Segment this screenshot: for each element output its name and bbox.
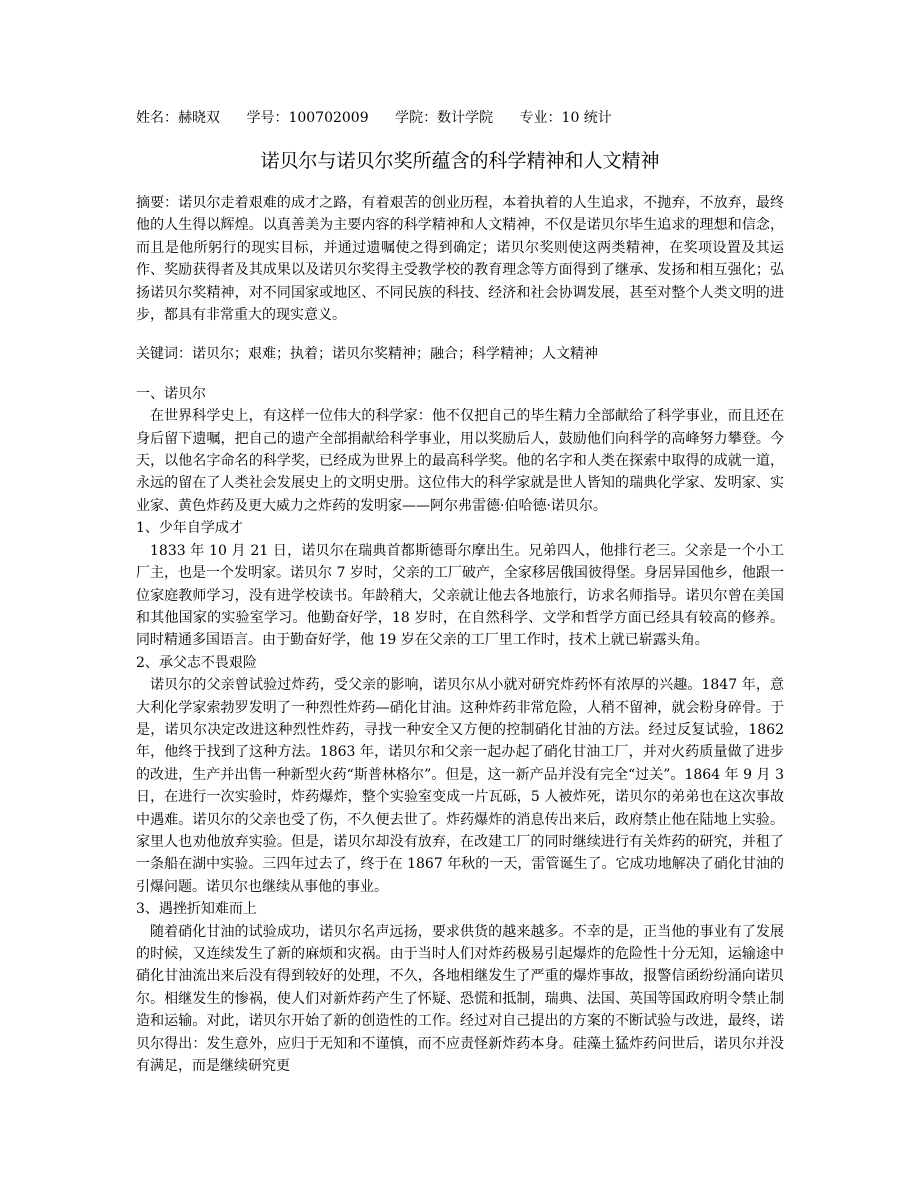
subsection-heading-youth: 1、少年自学成才: [136, 520, 243, 537]
section-intro-paragraph: 在世界科学史上，有这样一位伟大的科学家：他不仅把自己的毕生精力全部献给了科学事业，而且还在身后留下遗嘱，把自己的遗产全部捐献给科学事业，用以奖励后人，鼓励他们向科学的高峰努力攀登。今天，以他名字命名的科学奖，已经成为世界上的最高科学奖。他的名字和人类在探索中取得的成就一道，永远的留在了人类社会发展史上的文明史册。这位伟大的科学家就是世人皆知的瑞典化学家、发明家、实业家、黄色炸药及更大威力之炸药的发明家——阿尔弗雷德·伯哈德·诺贝尔。: [136, 408, 784, 514]
subsection-paragraph-setbacks: 随着硝化甘油的试验成功，诺贝尔名声远扬，要求供货的越来越多。不幸的是，正当他的事业有了发展的时候，又连续发生了新的麻烦和灾祸。由于当时人们对炸药极易引起爆炸的危险性十分无知，运输途中硝化甘油流出来后没有得到较好的处理，不久，各地相继发生了严重的爆炸事故，报警信函纷纷涌向诺贝尔。相继发生的惨祸，使人们对新炸药产生了怀疑、恐慌和抵制，瑞典、法国、英国等国政府明令禁止制造和运输。对此，诺贝尔开始了新的创造性的工作。经过对自己提出的方案的不断试验与改进，最终，诺贝尔得出：发生意外，应归于无知和不谨慎，而不应责怪新炸药本身。硅藻土猛炸药问世后，诺贝尔并没有满足，而是继续研究更: [136, 923, 784, 1075]
student-name: 姓名：赫晓双: [136, 110, 220, 126]
college: 学院：数计学院: [395, 110, 494, 126]
paper-title: 诺贝尔与诺贝尔奖所蕴含的科学精神和人文精神: [260, 150, 660, 172]
paper-body: [136, 192, 784, 1077]
author-info-line: [136, 108, 634, 128]
keywords: 关键词：诺贝尔；艰难；执着；诺贝尔奖精神；融合；科学精神；人文精神: [136, 346, 598, 363]
major: 专业：10 统计: [519, 110, 612, 126]
subsection-paragraph-youth: 1833 年 10 月 21 日，诺贝尔在瑞典首都斯德哥尔摩出生。兄弟四人，他排行老三。父亲是一个小工厂主，也是一个发明家。诺贝尔 7 岁时，父亲的工厂破产，全家移居俄国彼得堡。身居异国他乡，他跟一位家庭教师学习，没有进学校读书。年龄稍大，父亲就让他去各地旅行，访求名师指导。诺贝尔曾在美国和其他国家的实验室学习。他勤奋好学，18 岁时，在自然科学、文学和哲学方面已经具有较高的修养。同时精通多国语言。由于勤奋好学，他 19 岁在父亲的工厂里工作时，技术上就已崭露头角。: [136, 542, 784, 649]
subsection-heading-setbacks: 3、遇挫折知难而上: [136, 901, 257, 918]
abstract: 摘要：诺贝尔走着艰难的成才之路，有着艰苦的创业历程，本着执着的人生追求，不抛弃，不放弃，最终他的人生得以辉煌。以真善美为主要内容的科学精神和人文精神，不仅是诺贝尔毕生追求的理想和信念，而且是他所躬行的现实目标，并通过遗嘱使之得到确定；诺贝尔奖则使这两类精神，在奖项设置及其运作、奖励获得者及其成果以及诺贝尔奖得主受教学校的教育理念等方面得到了继承、发扬和相互强化；弘扬诺贝尔奖精神，对不同国家或地区、不同民族的科技、经济和社会协调发展，甚至对整个人类文明的进步，都具有非常重大的现实意义。: [136, 195, 784, 324]
student-id: 学号：100702009: [246, 110, 369, 126]
subsection-paragraph-father: 诺贝尔的父亲曾试验过炸药，受父亲的影响，诺贝尔从小就对研究炸药怀有浓厚的兴趣。1847 年，意大利化学家索勃罗发明了一种烈性炸药—硝化甘油。这种炸药非常危险，人稍不留神，就会粉身碎骨。于是，诺贝尔决定改进这种烈性炸药，寻找一种安全又方便的控制硝化甘油的方法。经过反复试验，1862 年，他终于找到了这种方法。1863 年，诺贝尔和父亲一起办起了硝化甘油工厂，并对火药质量做了进步的改进，生产并出售一种新型火药“斯普林格尔”。但是，这一新产品并没有完全“过关”。1864 年 9 月 3 日，在进行一次实验时，炸药爆炸，整个实验室变成一片瓦砾，5 人被炸死，诺贝尔的弟弟也在这次事故中遇难。诺贝尔的父亲也受了伤，不久便去世了。炸药爆炸的消息传出来后，政府禁止他在陆地上实验。家里人也劝他放弃实验。但是，诺贝尔却没有放弃，在改建工厂的同时继续进行有关炸药的研究，并租了一条船在湖中实验。三四年过去了，终于在 1867 年秋的一天，雷管诞生了。它成功地解决了硝化甘油的引爆问题。诺贝尔也继续从事他的事业。: [136, 677, 784, 895]
section-heading-nobel: 一、诺贝尔: [136, 385, 206, 402]
subsection-heading-father: 2、承父志不畏艰险: [136, 654, 257, 671]
